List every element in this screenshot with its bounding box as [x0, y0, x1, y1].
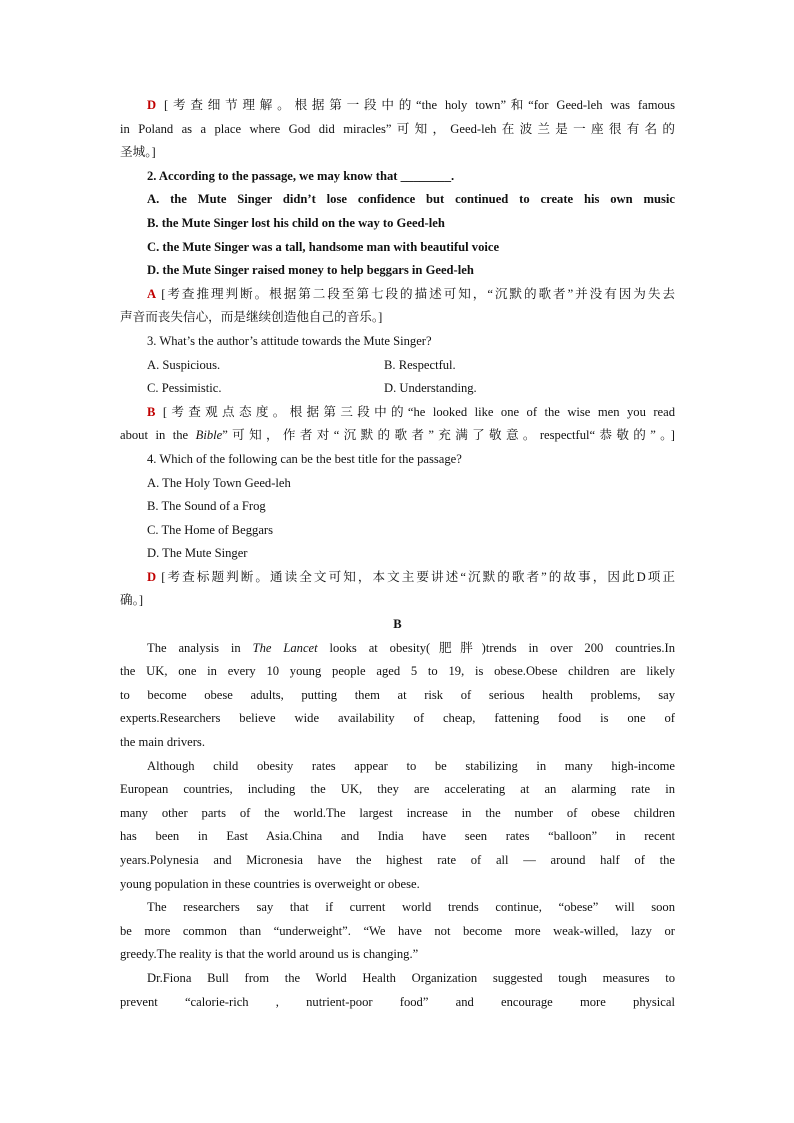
- q3-option: B. Respectful.: [384, 357, 456, 372]
- q3-option: A. Suspicious.: [147, 357, 221, 372]
- explanation-text: about in the: [120, 428, 196, 443]
- passage-line: many other parts of the world.The largest increase in the number of obese children: [120, 805, 675, 820]
- passage-text: looks at obesity(肥胖)trends in over 200 countries.In: [317, 640, 675, 655]
- q4-option: D. The Mute Singer: [147, 546, 248, 561]
- q2-explanation-line: [120, 283, 675, 307]
- q2-option: A. the Mute Singer didn’t lose confidence but continued to create his own music: [147, 192, 675, 207]
- q2-stem: 2. According to the passage, we may know that ________.: [147, 168, 455, 183]
- passage-line: young population in these countries is overweight or obese.: [120, 876, 420, 891]
- q2-option: C. the Mute Singer was a tall, handsome man with beautiful voice: [147, 239, 500, 254]
- q1-explanation-line: in Poland as a place where God did miracles”可知，Geed-leh在波兰是一座很有名的: [120, 121, 675, 136]
- journal-title: The Lancet: [252, 640, 318, 655]
- explanation-text: [考查观点态度。根据第三段中的“he looked like one of the wise men you read: [155, 404, 675, 419]
- passage-line: to become obese adults, putting them at risk of serious health problems, say: [120, 687, 675, 702]
- q2-explanation-line: 声音而丧失信心，而是继续创造他自己的音乐。]: [120, 310, 383, 325]
- q3-stem: 3. What’s the author’s attitude towards the Mute Singer?: [147, 333, 432, 348]
- q3-options-row: [120, 377, 675, 401]
- section-heading: B: [393, 617, 402, 632]
- q2-option: B. the Mute Singer lost his child on the way to Geed-leh: [147, 215, 445, 230]
- passage-text: The analysis in: [147, 640, 253, 655]
- answer-letter: D: [147, 98, 157, 112]
- passage-line: Dr.Fiona Bull from the World Health Organization suggested tough measures to: [147, 970, 675, 985]
- q1-explanation-line: [120, 94, 675, 118]
- q3-explanation-line: [120, 424, 675, 448]
- passage-line: prevent “calorie-rich , nutrient-poor food” and encourage more physical: [120, 994, 675, 1009]
- q3-option: D. Understanding.: [384, 381, 477, 396]
- answer-letter: D: [147, 569, 157, 584]
- answer-letter: B: [147, 404, 156, 419]
- passage-line: be more common than “underweight”. “We have not become more weak-willed, lazy or: [120, 923, 675, 938]
- q2-option: D. the Mute Singer raised money to help beggars in Geed-leh: [147, 263, 474, 278]
- q3-explanation-line: [120, 401, 675, 425]
- book-title: Bible: [195, 428, 223, 443]
- q4-option: C. The Home of Beggars: [147, 522, 274, 537]
- explanation-text: [考查推理判断。根据第二段至第七段的描述可知，“沉默的歌者”并没有因为失去: [156, 286, 675, 301]
- explanation-text: [考查标题判断。通读全文可知，本文主要讲述“沉默的歌者”的故事，因此D项正: [156, 569, 675, 584]
- passage-line: the main drivers.: [120, 735, 205, 750]
- passage-line: European countries, including the UK, they are accelerating at an alarming rate in: [120, 782, 675, 797]
- q4-explanation-line: 确。]: [120, 593, 144, 608]
- explanation-text: [考查细节理解。根据第一段中的“the holy town”和“for Geed-leh was famous: [156, 98, 675, 112]
- passage-line: has been in East Asia.China and India have seen rates “balloon” in recent: [120, 829, 675, 844]
- answer-letter: A: [147, 286, 157, 301]
- q4-stem: 4. Which of the following can be the best title for the passage?: [147, 451, 462, 466]
- passage-line: greedy.The reality is that the world around us is changing.”: [120, 947, 419, 962]
- passage-line: Although child obesity rates appear to be stabilizing in many high-income: [147, 758, 675, 773]
- passage-line: years.Polynesia and Micronesia have the highest rate of all — around half of the: [120, 853, 675, 867]
- document-page: [120, 94, 675, 1014]
- q3-option: C. Pessimistic.: [147, 381, 222, 396]
- passage-line: [120, 637, 675, 661]
- q3-options-row: [120, 354, 675, 378]
- q4-explanation-line: [120, 566, 675, 590]
- passage-line: The researchers say that if current world trends continue, “obese” will soon: [147, 900, 675, 915]
- passage-line: experts.Researchers believe wide availability of cheap, fattening food is one of: [120, 711, 675, 726]
- q1-explanation-line: 圣城。]: [120, 145, 156, 160]
- explanation-text: ”可知，作者对“沉默的歌者”充满了敬意。respectful“恭敬的”。]: [222, 428, 675, 443]
- q4-option: A. The Holy Town Geed-leh: [147, 475, 291, 490]
- q4-option: B. The Sound of a Frog: [147, 499, 266, 514]
- passage-line: the UK, one in every 10 young people aged 5 to 19, is obese.Obese children are likely: [120, 664, 675, 679]
